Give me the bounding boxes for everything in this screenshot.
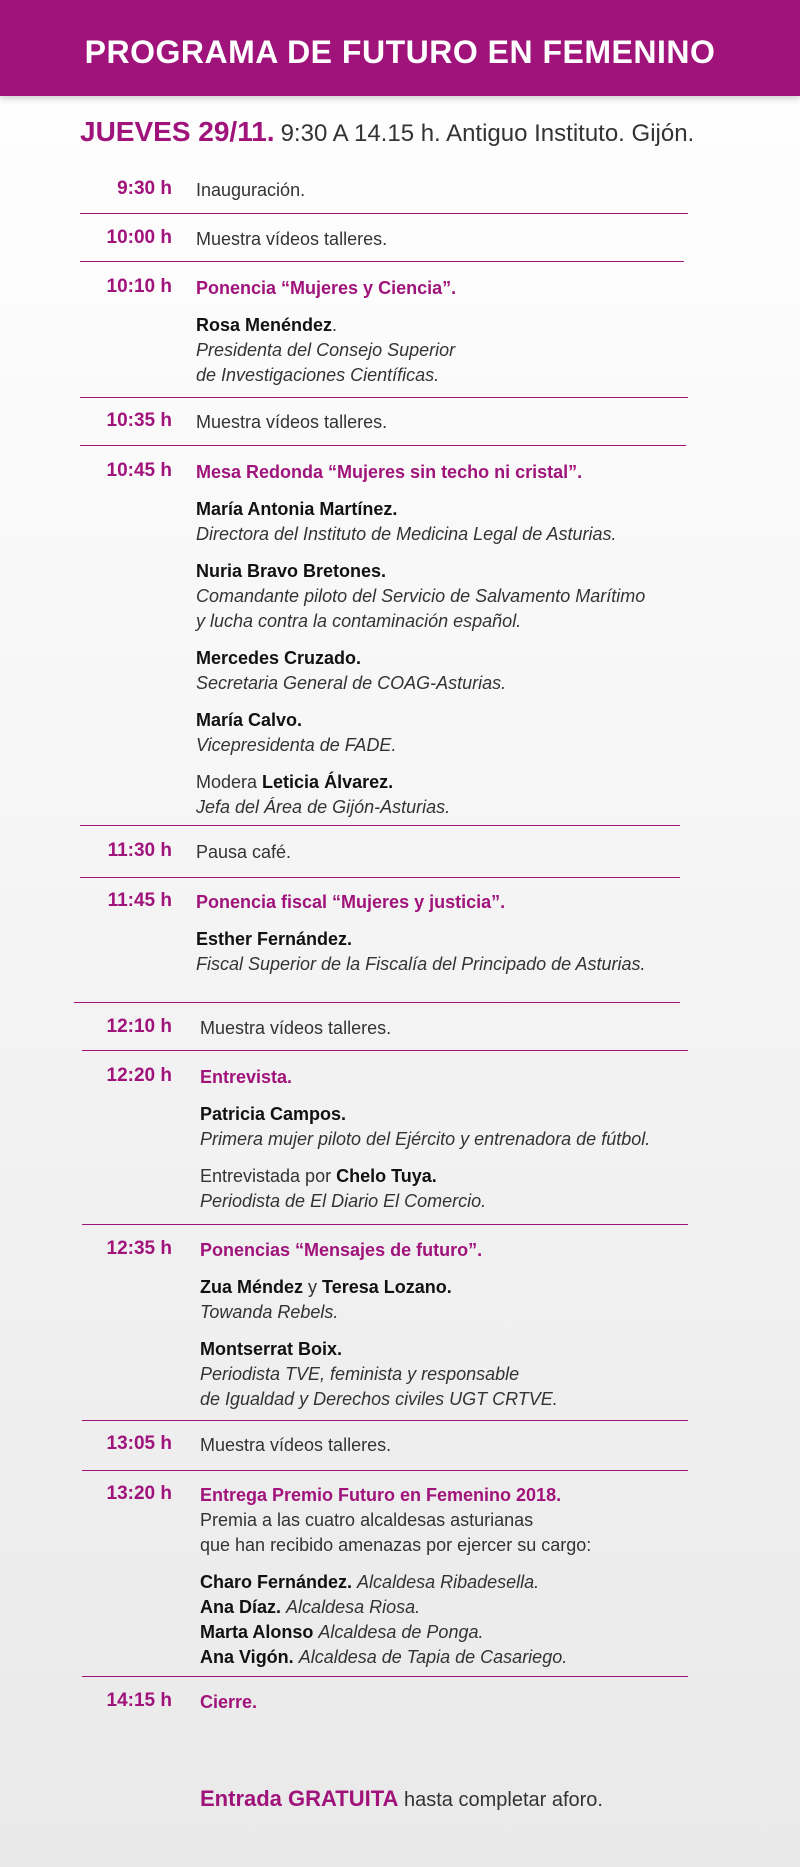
speaker [196,646,796,696]
schedule-time: 10:45 h [106,460,172,481]
awardee: Marta Alonso Alcaldesa de Ponga. [200,1622,484,1642]
award-description: Premia a las cuatro alcaldesas asturianas [200,1510,534,1530]
divider [80,445,686,446]
schedule-time: 13:20 h [106,1483,172,1504]
awardee-list [200,1570,800,1670]
interviewee-role: Primera mujer piloto del Ejército y entrenadora de fútbol. [200,1129,651,1149]
speaker [200,1337,800,1412]
speaker-name: Mercedes Cruzado. [196,648,362,668]
event-day: JUEVES 29/11. [80,116,275,147]
speaker-role: Towanda Rebels. [200,1302,339,1322]
interviewee [200,1102,800,1152]
speaker-name: María Antonia Martínez. [196,499,398,519]
schedule-time: 12:20 h [106,1065,172,1086]
schedule-time: 12:10 h [106,1016,172,1037]
speaker-name: Esther Fernández. [196,929,353,949]
award-description: que han recibido amenazas por ejercer su cargo: [200,1535,592,1555]
speaker-role: Fiscal Superior de la Fiscalía del Principado de Asturias. [196,954,646,974]
speaker [196,497,796,547]
schedule-time: 11:30 h [107,840,172,861]
divider [82,1420,688,1421]
divider [82,1050,688,1051]
speaker [196,708,796,758]
speaker-name: Teresa Lozano. [322,1277,452,1297]
interviewer-name: Chelo Tuya. [336,1166,437,1186]
awardee: Charo Fernández. Alcaldesa Ribadesella. [200,1572,540,1592]
schedule-time: 10:10 h [106,276,172,297]
moderator-name: Leticia Álvarez. [262,772,394,792]
speaker-role: Directora del Instituto de Medicina Legal de Asturias. [196,524,617,544]
speaker [196,559,796,634]
schedule-title: Inauguración. [196,180,306,200]
schedule-title: Muestra vídeos talleres. [200,1018,392,1038]
page-title: PROGRAMA DE FUTURO EN FEMENINO [84,33,716,70]
speaker-role: Comandante piloto del Servicio de Salvamento Marítimo [196,586,646,606]
speaker-name: Zua Méndez [200,1277,304,1297]
schedule-title: Entrevista. [200,1067,293,1087]
entry-note-bold: Entrada GRATUITA [200,1786,399,1811]
interviewer-role: Periodista de El Diario El Comercio. [200,1191,487,1211]
schedule-title: Pausa café. [196,842,292,862]
schedule-time: 10:35 h [106,410,172,431]
speaker-name: Montserrat Boix. [200,1339,343,1359]
speaker: Zua Méndez y Teresa Lozano. Towanda Rebels. [200,1275,800,1325]
event-details: 9:30 A 14.15 h. Antiguo Instituto. Gijón. [280,120,695,147]
schedule-title: Ponencia fiscal “Mujeres y justicia”. [196,892,506,912]
speaker-name: María Calvo. [196,710,303,730]
divider [80,397,688,398]
schedule-time: 12:35 h [106,1238,172,1259]
speaker-name: Rosa Menéndez [196,315,333,335]
schedule-title: Ponencia “Mujeres y Ciencia”. [196,278,457,298]
speaker: Rosa Menéndez. Presidenta del Consejo Superior de Investigaciones Científicas. [196,313,796,388]
divider [80,877,680,878]
schedule-title: Muestra vídeos talleres. [196,412,388,432]
speaker-role: y lucha contra la contaminación español. [196,611,522,631]
interviewer: Entrevistada por Chelo Tuya. Periodista de El Diario El Comercio. [200,1164,800,1214]
schedule-time: 11:45 h [107,890,172,911]
divider [82,1470,688,1471]
divider [74,1002,680,1003]
schedule-time: 9:30 h [117,178,172,199]
awardee: Ana Vigón. Alcaldesa de Tapia de Casariego. [200,1647,568,1667]
interviewee-name: Patricia Campos. [200,1104,347,1124]
speaker-role: de Igualdad y Derechos civiles UGT CRTVE. [200,1389,558,1409]
speaker-role: Secretaria General de COAG-Asturias. [196,673,507,693]
moderator-role: Jefa del Área de Gijón-Asturias. [196,797,451,817]
schedule-time: 13:05 h [106,1433,172,1454]
entry-note-text: hasta completar aforo. [403,1789,603,1811]
schedule-title: Mesa Redonda “Mujeres sin techo ni cristal”. [196,462,583,482]
schedule-title: Entrega Premio Futuro en Femenino 2018. [200,1485,562,1505]
schedule-time: 14:15 h [106,1690,172,1711]
schedule-title: Muestra vídeos talleres. [200,1435,392,1455]
moderator: Modera Leticia Álvarez. Jefa del Área de Gijón-Asturias. [196,770,796,820]
event-dateline [80,116,694,148]
divider [82,1676,688,1677]
schedule-time: 10:00 h [106,227,172,248]
awardee: Ana Díaz. Alcaldesa Riosa. [200,1597,421,1617]
header-banner [0,0,800,96]
divider [80,213,688,214]
speaker-role: Vicepresidenta de FADE. [196,735,397,755]
divider [80,825,680,826]
speaker-role: Presidenta del Consejo Superior [196,340,456,360]
schedule-title: Cierre. [200,1692,258,1712]
entry-note [200,1786,603,1812]
schedule-title: Muestra vídeos talleres. [196,229,388,249]
speaker-role: Periodista TVE, feminista y responsable [200,1364,520,1384]
schedule-title: Ponencias “Mensajes de futuro”. [200,1240,483,1260]
speaker [196,927,796,977]
divider [80,261,684,262]
speaker-role: de Investigaciones Científicas. [196,365,440,385]
divider [82,1224,688,1225]
speaker-name: Nuria Bravo Bretones. [196,561,387,581]
